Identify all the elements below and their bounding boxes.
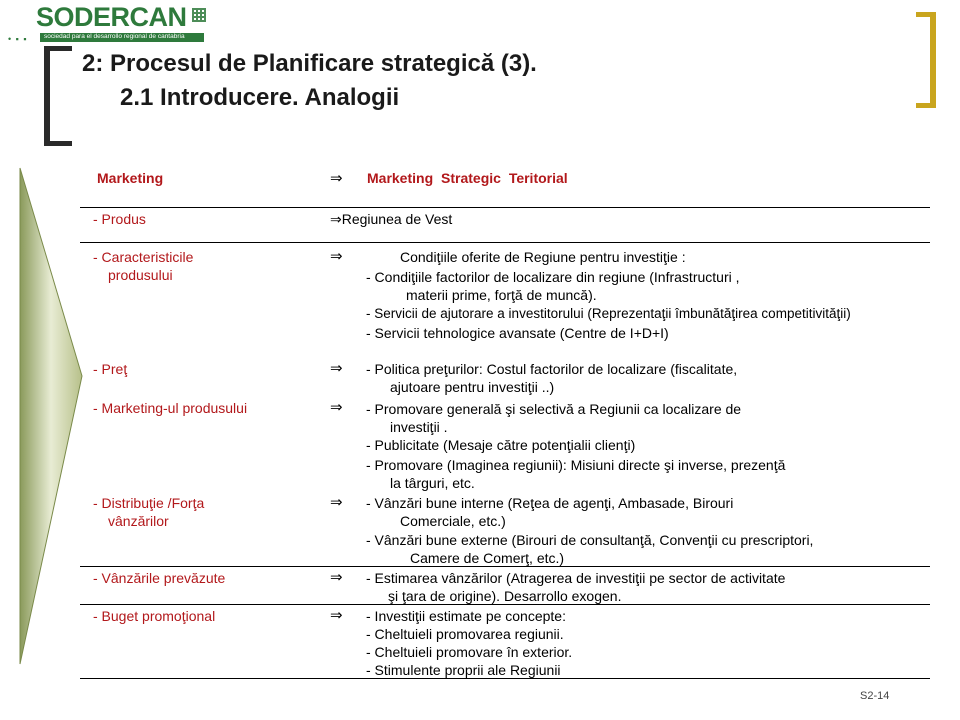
slide-title: 2: Procesul de Planificare strategică (3). [82,50,537,77]
slide-subtitle: 2.1 Introducere. Analogii [120,84,400,111]
row-text: - Servicii tehnologice avansate (Centre de I+D+I) [366,325,669,341]
row-divider [80,242,930,243]
row-left-caracteristici-2: produsului [108,267,173,283]
logo-dots: • ▪ ▪ [8,34,28,44]
implies-arrow-icon: ⇒ [330,569,343,586]
row-left-distributie-2: vânzărilor [108,513,169,529]
row-text: - Promovare generală şi selectivă a Regiunii ca localizare de [366,401,742,417]
row-text: Condiţiile oferite de Regiune pentru investiţie : [400,249,686,265]
row-text: - Investiţii estimate pe concepte: [366,608,566,624]
implies-arrow-icon: ⇒ [330,360,343,377]
row-divider [80,604,930,605]
row-divider [80,566,930,567]
row-left-marketing-produs: - Marketing-ul produsului [93,400,248,416]
row-text: - Cheltuieli promovare în exterior. [366,644,573,660]
page-number: S2-14 [860,690,890,702]
row-left-pret: - Preţ [93,361,128,377]
implies-arrow-icon: ⇒ [330,607,343,624]
row-text: - Vânzări bune externe (Birouri de consultanţă, Convenţii cu prescriptori, [366,532,814,548]
implies-arrow-icon: ⇒ [330,248,343,265]
logo-wordmark: SODERCAN [36,2,187,32]
row-left-produs: - Produs [93,211,146,227]
row-text: - Cheltuieli promovarea regiunii. [366,626,564,642]
right-bracket-decoration [916,12,936,108]
sodercan-logo [6,2,216,42]
logo-grid-icon [192,8,206,22]
row-text: materii prime, forţă de muncă). [406,287,597,303]
row-text: - Stimulente proprii ale Regiunii [366,662,561,678]
header-arrow-icon: ⇒ [330,170,343,187]
row-text: - Vânzări bune interne (Reţea de agenţi, Ambasade, Birouri [366,495,734,511]
row-divider [80,207,930,208]
row-divider [80,678,930,679]
row-text: la târguri, etc. [390,475,475,491]
row-text: - Publicitate (Mesaje către potenţialii clienţi) [366,437,636,453]
header-left: Marketing [97,170,164,186]
row-text: investiţii . [390,419,448,435]
row-left-vanzari: - Vânzările prevăzute [93,570,226,586]
row-text: şi ţara de origine). Desarrollo exogen. [388,588,622,604]
row-left-buget: - Buget promoţional [93,608,216,624]
implies-arrow-icon: ⇒ [330,494,343,511]
row-left-distributie: - Distribuţie /Forţa [93,495,205,511]
header-right: Marketing Strategic Teritorial [367,170,568,186]
row-text: - Estimarea vânzărilor (Atragerea de investiţii pe sector de activitate [366,570,786,586]
row-text: - Politica preţurilor: Costul factorilor de localizare (fiscalitate, [366,361,738,377]
row-text: - Servicii de ajutorare a investitorului (Reprezentaţii îmbunătăţirea competitivităţii) [366,306,851,321]
implies-arrow-icon: ⇒ [330,399,343,416]
side-arrow-decoration [18,166,84,666]
row-text: - Promovare (Imaginea regiunii): Misiuni directe şi inverse, prezenţă [366,457,786,473]
row-text: - Condiţiile factorilor de localizare din regiune (Infrastructuri , [366,269,740,285]
row-text: ajutoare pentru investiţii ..) [390,379,555,395]
logo-tagline: sociedad para el desarrollo regional de cantabria [44,33,185,40]
row-left-caracteristici: - Caracteristicile [93,249,194,265]
row-text: Camere de Comerţ, etc.) [410,550,565,566]
row-right-produs: ⇒Regiunea de Vest [330,211,453,227]
row-text: Comerciale, etc.) [400,513,506,529]
left-bracket-decoration [44,46,72,146]
